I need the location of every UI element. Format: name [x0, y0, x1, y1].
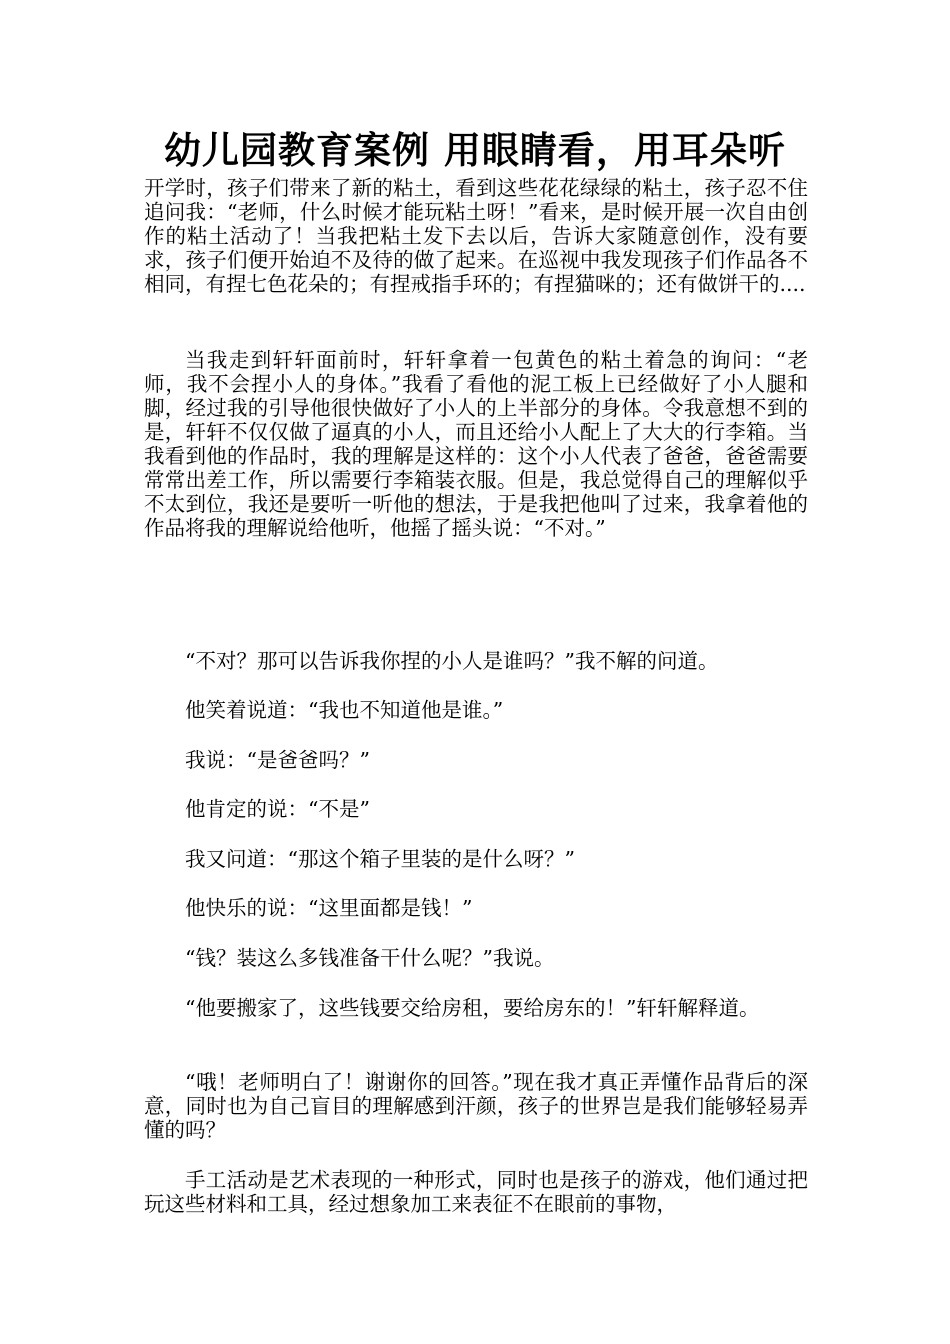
- dialogue-line-2: 他笑着说道：“我也不知道他是谁。”: [185, 698, 504, 722]
- paragraph-intro: 开学时，孩子们带来了新的粘土，看到这些花花绿绿的粘土，孩子忍不住追问我：“老师，什么时候才能玩粘土呀！”看来，是时候开展一次自由创作的粘土活动了！当我把粘土发下去以后，告诉大家随意创作，没有要求，孩子们便开始迫不及待的做了起来。在巡视中我发现孩子们作品各不相同，有捏七色花朵的；有捏戒指手环的；有捏猫咪的；还有做饼干的....: [144, 176, 808, 296]
- paragraph-conclusion: 手工活动是艺术表现的一种形式，同时也是孩子的游戏，他们通过把玩这些材料和工具，经过想象加工来表征不在眼前的事物，: [144, 1168, 808, 1216]
- paragraph-xuanxuan: 当我走到轩轩面前时，轩轩拿着一包黄色的粘土着急的询问：“老师，我不会捏小人的身体。”我看了看他的泥工板上已经做好了小人腿和脚，经过我的引导他很快做好了小人的上半部分的身体。令我意想不到的是，轩轩不仅仅做了逼真的小人，而且还给小人配上了大大的行李箱。当我看到他的作品时，我的理解是这样的：这个小人代表了爸爸，爸爸需要常常出差工作，所以需要行李箱装衣服。但是，我总觉得自己的理解似乎不太到位，我还是要听一听他的想法，于是我把他叫了过来，我拿着他的作品将我的理解说给他听，他摇了摇头说：“不对。”: [144, 348, 808, 540]
- dialogue-line-4: 他肯定的说：“不是”: [185, 797, 370, 821]
- paragraph-explanation: “他要搬家了，这些钱要交给房租，要给房东的！”轩轩解释道。: [185, 996, 760, 1020]
- document-title: 幼儿园教育案例 用眼睛看，用耳朵听: [164, 128, 786, 172]
- dialogue-line-7: “钱？装这么多钱准备干什么呢？”我说。: [185, 946, 555, 970]
- dialogue-line-1: “不对？那可以告诉我你捏的小人是谁吗？”我不解的问道。: [185, 649, 719, 673]
- dialogue-line-6: 他快乐的说：“这里面都是钱！”: [185, 896, 473, 920]
- dialogue-line-5: 我又问道：“那这个箱子里装的是什么呀？”: [185, 847, 575, 871]
- dialogue-line-3: 我说：“是爸爸吗？”: [185, 748, 370, 772]
- paragraph-reflection: “哦！老师明白了！谢谢你的回答。”现在我才真正弄懂作品背后的深意，同时也为自己盲目的理解感到汗颜，孩子的世界岂是我们能够轻易弄懂的吗？: [144, 1070, 808, 1142]
